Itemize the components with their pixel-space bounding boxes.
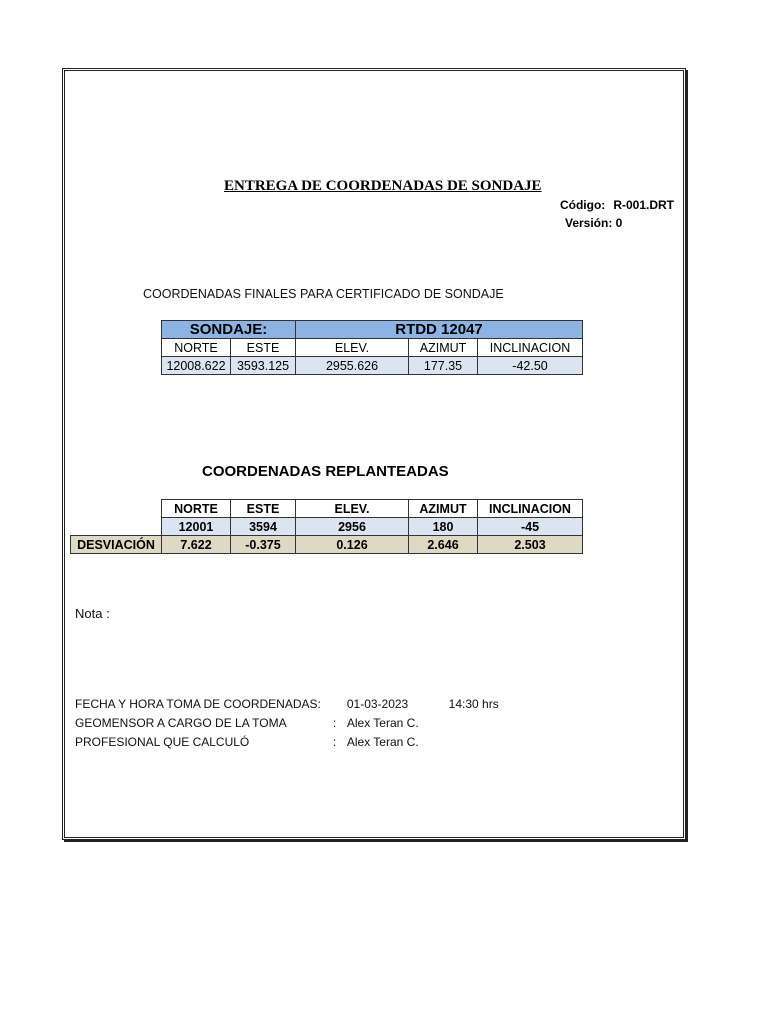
header-este: ESTE bbox=[231, 339, 296, 357]
hora-value: 14:30 hrs bbox=[448, 697, 499, 711]
colon: : bbox=[332, 716, 337, 730]
value-elev: 2955.626 bbox=[296, 357, 409, 375]
value-este: 3594 bbox=[231, 518, 296, 536]
header-elev: ELEV. bbox=[296, 339, 409, 357]
header-azimut: AZIMUT bbox=[409, 500, 478, 518]
value-inclinacion: -45 bbox=[478, 518, 583, 536]
colon: : bbox=[332, 735, 337, 749]
deviation-este: -0.375 bbox=[231, 536, 296, 554]
header-azimut: AZIMUT bbox=[409, 339, 478, 357]
value-azimut: 177.35 bbox=[409, 357, 478, 375]
value-este: 3593.125 bbox=[231, 357, 296, 375]
geomensor-label: GEOMENSOR A CARGO DE LA TOMA bbox=[75, 716, 287, 730]
section-replanteadas-title: COORDENADAS REPLANTEADAS bbox=[202, 463, 449, 480]
fecha-label: FECHA Y HORA TOMA DE COORDENADAS: bbox=[75, 697, 321, 711]
value-norte: 12008.622 bbox=[162, 357, 231, 375]
header-inclinacion: INCLINACION bbox=[478, 339, 583, 357]
footer-fields bbox=[75, 696, 499, 750]
codigo-row bbox=[560, 196, 674, 214]
profesional-value: Alex Teran C. bbox=[346, 735, 419, 749]
header-norte: NORTE bbox=[162, 500, 231, 518]
value-elev: 2956 bbox=[296, 518, 409, 536]
document-title: ENTREGA DE COORDENADAS DE SONDAJE bbox=[224, 178, 542, 194]
deviation-elev: 0.126 bbox=[296, 536, 409, 554]
section-final-title: COORDENADAS FINALES PARA CERTIFICADO DE SONDAJE bbox=[143, 287, 504, 301]
codigo-value: R-001.DRT bbox=[613, 198, 674, 212]
sondaje-label: SONDAJE: bbox=[162, 321, 296, 339]
deviation-azimut: 2.646 bbox=[409, 536, 478, 554]
value-azimut: 180 bbox=[409, 518, 478, 536]
deviation-norte: 7.622 bbox=[162, 536, 231, 554]
value-norte: 12001 bbox=[162, 518, 231, 536]
sondaje-id: RTDD 12047 bbox=[296, 321, 583, 339]
header-elev: ELEV. bbox=[296, 500, 409, 518]
version-label: Versión: 0 bbox=[564, 216, 623, 230]
replanteadas-table bbox=[70, 499, 583, 554]
codigo-label: Código: bbox=[559, 198, 606, 212]
header-inclinacion: INCLINACION bbox=[478, 500, 583, 518]
value-inclinacion: -42.50 bbox=[478, 357, 583, 375]
document-code-block bbox=[560, 196, 674, 232]
version-row bbox=[560, 214, 674, 232]
fecha-value: 01-03-2023 bbox=[346, 697, 409, 711]
deviation-inclinacion: 2.503 bbox=[478, 536, 583, 554]
final-coordinates-table bbox=[161, 320, 583, 375]
deviation-label: DESVIACIÓN bbox=[71, 536, 162, 554]
nota-label: Nota : bbox=[75, 606, 110, 621]
header-este: ESTE bbox=[231, 500, 296, 518]
header-norte: NORTE bbox=[162, 339, 231, 357]
profesional-label: PROFESIONAL QUE CALCULÓ bbox=[75, 735, 250, 749]
geomensor-value: Alex Teran C. bbox=[346, 716, 419, 730]
